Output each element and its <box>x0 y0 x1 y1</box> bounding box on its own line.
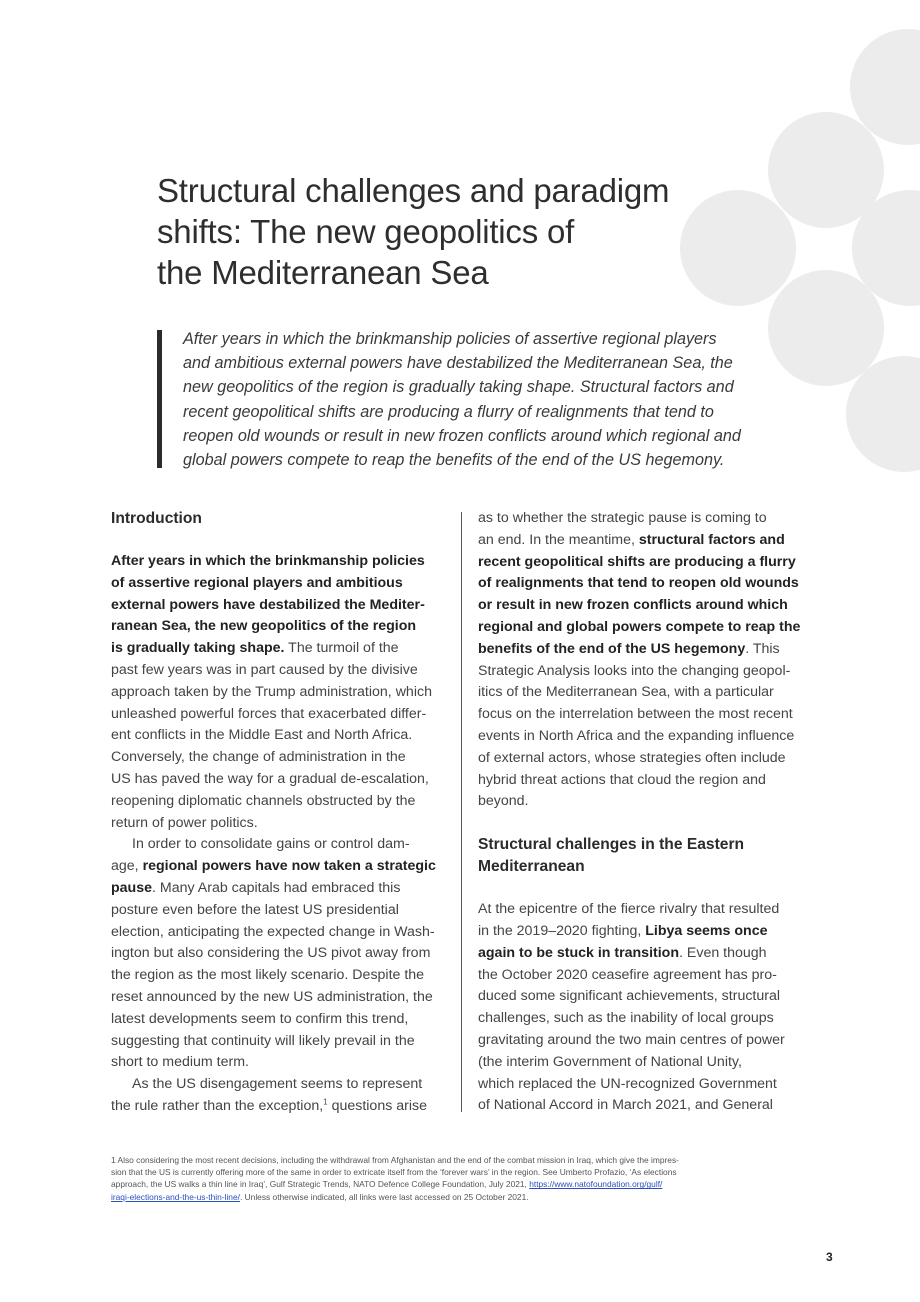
body-line: US has paved the way for a gradual de-escalation, <box>111 770 429 787</box>
intro-paragraph-1 <box>111 551 451 834</box>
body-line: which replaced the UN-recognized Government <box>478 1075 777 1092</box>
body-line: short to medium term. <box>111 1054 249 1071</box>
body-line: election, anticipating the expected change in Wash- <box>111 923 435 940</box>
page-title <box>157 170 717 293</box>
body-text: questions arise <box>327 1097 427 1114</box>
body-line: posture even before the latest US presidential <box>111 901 399 918</box>
body-line: approach taken by the Trump administration, which <box>111 683 432 700</box>
lead-accent-bar <box>157 330 162 468</box>
lead-line: new geopolitics of the region is gradually taking shape. Structural factors and <box>183 378 734 397</box>
bold-text: of realignments that tend to reopen old wounds <box>478 575 799 592</box>
body-line: the region as the most likely scenario. Despite the <box>111 967 425 984</box>
body-line: ent conflicts in the Middle East and North Africa. <box>111 727 413 744</box>
bold-text: regional powers have now taken a strategic <box>142 858 436 875</box>
lead-line: reopen old wounds or result in new frozen conflicts around which regional and <box>183 426 741 445</box>
body-line: reopening diplomatic channels obstructed by the <box>111 792 416 809</box>
body-text: in the 2019–2020 fighting, <box>478 922 646 939</box>
footnote-ref[interactable]: 1 <box>323 1097 328 1107</box>
decor-circle <box>846 356 920 472</box>
eastern-mediterranean-paragraph <box>478 899 823 1117</box>
body-line: ington but also considering the US pivot away from <box>111 945 431 962</box>
page-number: 3 <box>826 1250 833 1264</box>
lead-line: recent geopolitical shifts are producing a flurry of realignments that tend to <box>183 402 714 421</box>
body-text: an end. In the meantime, <box>478 531 639 548</box>
bold-text: benefits of the end of the US hegemony <box>478 640 746 657</box>
intro-paragraph-2 <box>111 834 451 1074</box>
bold-text: After years in which the brinkmanship policies <box>111 553 425 569</box>
title-line: the Mediterranean Sea <box>157 254 489 291</box>
section-heading-introduction <box>111 508 451 530</box>
body-text: . This <box>745 640 780 657</box>
section-heading-eastern-mediterranean <box>478 834 823 878</box>
bold-text: regional and global powers compete to reap the <box>478 618 801 635</box>
body-line: past few years was in part caused by the divisive <box>111 661 418 678</box>
bold-text: external powers have destabilized the Mediter- <box>111 596 425 613</box>
body-line: gravitating around the two main centres of power <box>478 1031 785 1048</box>
body-line: latest developments seem to confirm this trend, <box>111 1010 409 1027</box>
bold-text: recent geopolitical shifts are producing a flurry <box>478 553 796 570</box>
body-text: the rule rather than the exception, <box>111 1097 324 1114</box>
body-text: . Even though <box>679 944 767 961</box>
left-column <box>111 508 451 1118</box>
body-text: age, <box>111 858 143 875</box>
body-line: unleashed powerful forces that exacerbated differ- <box>111 705 427 722</box>
body-line: focus on the interrelation between the most recent <box>478 706 793 723</box>
bold-text: Libya seems once <box>645 922 768 939</box>
title-line: Structural challenges and paradigm <box>157 172 670 209</box>
decor-circle <box>852 190 920 306</box>
body-line: Strategic Analysis looks into the changing geopol- <box>478 662 791 679</box>
decor-circle <box>768 270 884 386</box>
body-line: beyond. <box>478 793 529 810</box>
bold-text: ranean Sea, the new geopolitics of the region <box>111 618 417 635</box>
body-line: return of power politics. <box>111 814 258 831</box>
footnote-text: approach, the US walks a thin line in Iraq’, Gulf Strategic Trends, NATO Defence College Foundation, July 2021, <box>111 1179 530 1190</box>
lead-line: After years in which the brinkmanship policies of assertive regional players <box>183 330 717 348</box>
decor-circle <box>768 112 884 228</box>
body-text: The turmoil of the <box>284 640 399 657</box>
heading-line: Structural challenges in the Eastern <box>478 836 745 854</box>
right-column <box>478 508 823 1117</box>
lead-line: and ambitious external powers have destabilized the Mediterranean Sea, the <box>183 354 733 373</box>
body-text: . Many Arab capitals had embraced this <box>152 879 401 896</box>
body-line: As the US disengagement seems to represent <box>132 1076 423 1093</box>
body-line: the October 2020 ceasefire agreement has pro- <box>478 966 777 983</box>
footnote-link[interactable]: iraqi-elections-and-the-us-thin-line/ <box>111 1191 240 1202</box>
footnote-line: sion that the US is currently offering more of the same in order to extricate itself from the ‘forever wars’ in the region. See Umberto Profazio, ‘As elections <box>111 1167 677 1178</box>
lead-paragraph <box>183 327 783 472</box>
bold-text: or result in new frozen conflicts around which <box>478 597 788 614</box>
bold-text: structural factors and <box>638 531 785 548</box>
body-line: Conversely, the change of administration in the <box>111 749 406 766</box>
lead-line: global powers compete to reap the benefits of the end of the US hegemony. <box>183 451 725 470</box>
heading-text: Introduction <box>111 510 202 527</box>
body-line: reset announced by the new US administration, the <box>111 988 433 1005</box>
body-line: as to whether the strategic pause is coming to <box>478 510 767 526</box>
intro-paragraph-3-continued <box>478 508 823 813</box>
body-line: events in North Africa and the expanding influence <box>478 727 795 744</box>
heading-line: Mediterranean <box>478 858 585 876</box>
footnote <box>111 1154 831 1203</box>
bold-text: pause <box>111 879 153 896</box>
title-line: shifts: The new geopolitics of <box>157 213 575 250</box>
footnote-line: 1 Also considering the most recent decisions, including the withdrawal from Afghanistan and the end of the combat mission in Iraq, which give the impres- <box>111 1155 679 1165</box>
intro-paragraph-3 <box>111 1074 451 1118</box>
bold-text: again to be stuck in transition <box>478 944 680 961</box>
footnote-text: . Unless otherwise indicated, all links were last accessed on 25 October 2021. <box>239 1191 529 1202</box>
column-divider <box>461 512 462 1112</box>
body-line: In order to consolidate gains or control dam- <box>132 836 410 853</box>
decor-circle <box>850 29 920 145</box>
bold-text: is gradually taking shape. <box>111 640 285 657</box>
body-line: (the interim Government of National Unity, <box>478 1053 742 1070</box>
body-line: hybrid threat actions that cloud the region and <box>478 771 766 788</box>
body-line: At the epicentre of the fierce rivalry that resulted <box>478 901 780 918</box>
body-line: challenges, such as the inability of local groups <box>478 1010 774 1027</box>
body-line: duced some significant achievements, structural <box>478 988 781 1005</box>
body-line: itics of the Mediterranean Sea, with a particular <box>478 684 774 701</box>
footnote-link[interactable]: https://www.natofoundation.org/gulf/ <box>529 1179 663 1190</box>
bold-text: of assertive regional players and ambitious <box>111 574 403 591</box>
body-line: suggesting that continuity will likely prevail in the <box>111 1032 415 1049</box>
body-line: of external actors, whose strategies often include <box>478 749 786 766</box>
body-line: of National Accord in March 2021, and General <box>478 1097 773 1114</box>
